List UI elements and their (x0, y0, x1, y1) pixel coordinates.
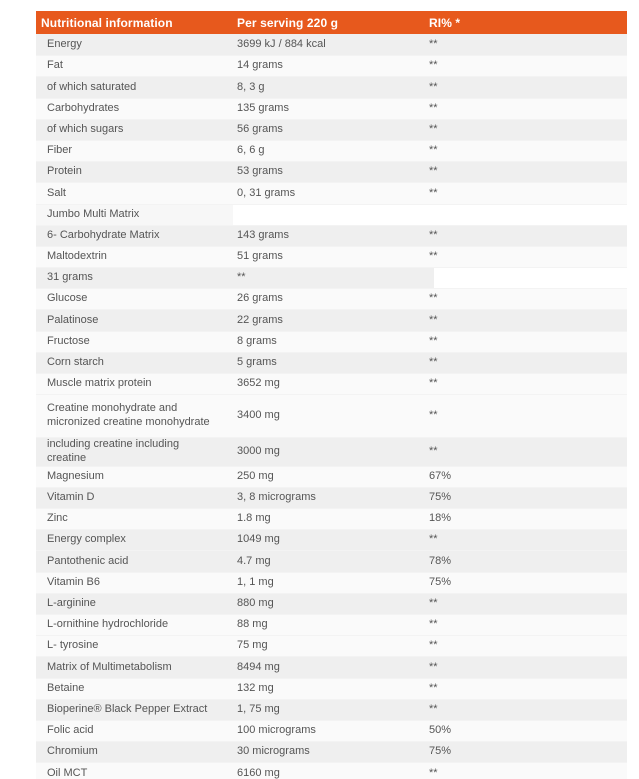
table-row (36, 352, 627, 373)
table-row (36, 140, 627, 161)
row-ri-value (434, 267, 627, 288)
row-value: 132 mg (229, 678, 421, 699)
row-value: 1049 mg (229, 529, 421, 550)
row-value: 30 micrograms (229, 741, 421, 762)
row-label: Palatinose (36, 309, 229, 330)
row-label: including creatine including creatine (36, 437, 229, 466)
row-label: Corn starch (36, 352, 229, 373)
table-row (36, 373, 627, 394)
row-value: 100 micrograms (229, 720, 421, 741)
row-value: 26 grams (229, 288, 421, 309)
table-row (36, 487, 627, 508)
row-ri-value: ** (421, 529, 627, 550)
table-row (36, 572, 627, 593)
row-value: 1, 1 mg (229, 572, 421, 593)
row-ri-value: ** (421, 288, 627, 309)
row-ri-value: ** (421, 34, 627, 55)
row-label: of which sugars (36, 119, 229, 140)
table-row (36, 762, 627, 779)
row-value: 14 grams (229, 55, 421, 76)
row-value: 3652 mg (229, 373, 421, 394)
table-row (36, 550, 627, 571)
row-value (233, 204, 425, 225)
row-label: Vitamin B6 (36, 572, 229, 593)
row-label: Matrix of Multimetabolism (36, 656, 229, 677)
row-ri-value: 75% (421, 572, 627, 593)
table-row (36, 635, 627, 656)
row-ri-value: ** (421, 352, 627, 373)
row-ri-value: ** (421, 225, 627, 246)
row-label: Folic acid (36, 720, 229, 741)
row-ri-value: 50% (421, 720, 627, 741)
row-ri-value: ** (421, 635, 627, 656)
nutrition-table (36, 11, 627, 779)
row-value: 0, 31 grams (229, 182, 421, 203)
table-row (36, 267, 627, 288)
row-ri-value: ** (421, 331, 627, 352)
table-row (36, 161, 627, 182)
row-ri-value: 75% (421, 487, 627, 508)
table-row (36, 720, 627, 741)
row-value: 3699 kJ / 884 kcal (229, 34, 421, 55)
row-ri-value: ** (421, 699, 627, 720)
row-value: 8494 mg (229, 656, 421, 677)
row-value: 3000 mg (229, 437, 421, 466)
row-value: 56 grams (229, 119, 421, 140)
table-row (36, 678, 627, 699)
row-ri-value: 18% (421, 508, 627, 529)
row-ri-value: ** (421, 161, 627, 182)
row-value: 880 mg (229, 593, 421, 614)
table-header-row (36, 11, 627, 34)
table-row (36, 204, 627, 225)
row-label: Bioperine® Black Pepper Extract (36, 699, 229, 720)
row-ri-value: ** (421, 762, 627, 779)
row-value: ** (229, 267, 434, 288)
row-ri-value: ** (421, 394, 627, 437)
table-row (36, 76, 627, 97)
row-value: 135 grams (229, 98, 421, 119)
row-ri-value: ** (421, 678, 627, 699)
row-ri-value: ** (421, 246, 627, 267)
table-row (36, 437, 627, 466)
row-label: Jumbo Multi Matrix (36, 204, 233, 225)
row-value: 3, 8 micrograms (229, 487, 421, 508)
row-label: Fructose (36, 331, 229, 352)
row-label: L- tyrosine (36, 635, 229, 656)
row-label: Energy (36, 34, 229, 55)
table-row (36, 529, 627, 550)
table-row (36, 55, 627, 76)
table-row (36, 182, 627, 203)
row-label: Muscle matrix protein (36, 373, 229, 394)
row-value: 1, 75 mg (229, 699, 421, 720)
row-ri-value: 75% (421, 741, 627, 762)
row-value: 88 mg (229, 614, 421, 635)
row-label: Fiber (36, 140, 229, 161)
row-label: Creatine monohydrate and micronized creatine monohydrate (36, 394, 229, 437)
row-ri-value: ** (421, 373, 627, 394)
row-ri-value: ** (421, 119, 627, 140)
table-row (36, 309, 627, 330)
row-ri-value: ** (421, 437, 627, 466)
row-label: Protein (36, 161, 229, 182)
row-label: Oil MCT (36, 762, 229, 779)
row-value: 5 grams (229, 352, 421, 373)
table-row (36, 656, 627, 677)
row-value: 22 grams (229, 309, 421, 330)
row-label: Pantothenic acid (36, 550, 229, 571)
table-row (36, 699, 627, 720)
row-label: L-arginine (36, 593, 229, 614)
row-value: 6, 6 g (229, 140, 421, 161)
row-value: 1.8 mg (229, 508, 421, 529)
row-ri-value: ** (421, 593, 627, 614)
header-nutritional-information: Nutritional information (41, 15, 173, 30)
row-label: Magnesium (36, 466, 229, 487)
table-row (36, 288, 627, 309)
row-value: 53 grams (229, 161, 421, 182)
row-value: 3400 mg (229, 394, 421, 437)
row-value: 4.7 mg (229, 550, 421, 571)
row-ri-value: ** (421, 55, 627, 76)
table-row (36, 593, 627, 614)
table-row (36, 614, 627, 635)
row-ri-value: ** (421, 309, 627, 330)
row-value: 8 grams (229, 331, 421, 352)
row-label: Carbohydrates (36, 98, 229, 119)
row-label: Zinc (36, 508, 229, 529)
row-ri-value: ** (421, 76, 627, 97)
row-ri-value: 78% (421, 550, 627, 571)
row-label: Salt (36, 182, 229, 203)
table-row (36, 98, 627, 119)
table-row (36, 466, 627, 487)
row-label: Maltodextrin (36, 246, 229, 267)
row-value: 8, 3 g (229, 76, 421, 97)
row-value: 51 grams (229, 246, 421, 267)
table-row (36, 225, 627, 246)
table-row (36, 34, 627, 55)
row-ri-value: ** (421, 140, 627, 161)
row-ri-value: ** (421, 98, 627, 119)
row-value: 6160 mg (229, 762, 421, 779)
row-ri-value (425, 204, 627, 225)
row-label: 31 grams (36, 267, 229, 288)
row-ri-value: 67% (421, 466, 627, 487)
row-label: 6- Carbohydrate Matrix (36, 225, 229, 246)
row-value: 75 mg (229, 635, 421, 656)
row-label: Glucose (36, 288, 229, 309)
row-label: Fat (36, 55, 229, 76)
table-row (36, 246, 627, 267)
table-row (36, 508, 627, 529)
row-label: Vitamin D (36, 487, 229, 508)
row-ri-value: ** (421, 614, 627, 635)
row-label: of which saturated (36, 76, 229, 97)
row-label: Energy complex (36, 529, 229, 550)
table-row (36, 119, 627, 140)
row-label: Chromium (36, 741, 229, 762)
table-row (36, 394, 627, 437)
header-ri-percent: RI% * (429, 15, 461, 30)
row-label: Betaine (36, 678, 229, 699)
row-value: 143 grams (229, 225, 421, 246)
table-row (36, 741, 627, 762)
header-per-serving: Per serving 220 g (237, 15, 339, 30)
row-ri-value: ** (421, 182, 627, 203)
row-label: L-ornithine hydrochloride (36, 614, 229, 635)
table-row (36, 331, 627, 352)
row-value: 250 mg (229, 466, 421, 487)
table-body (36, 34, 627, 779)
row-ri-value: ** (421, 656, 627, 677)
